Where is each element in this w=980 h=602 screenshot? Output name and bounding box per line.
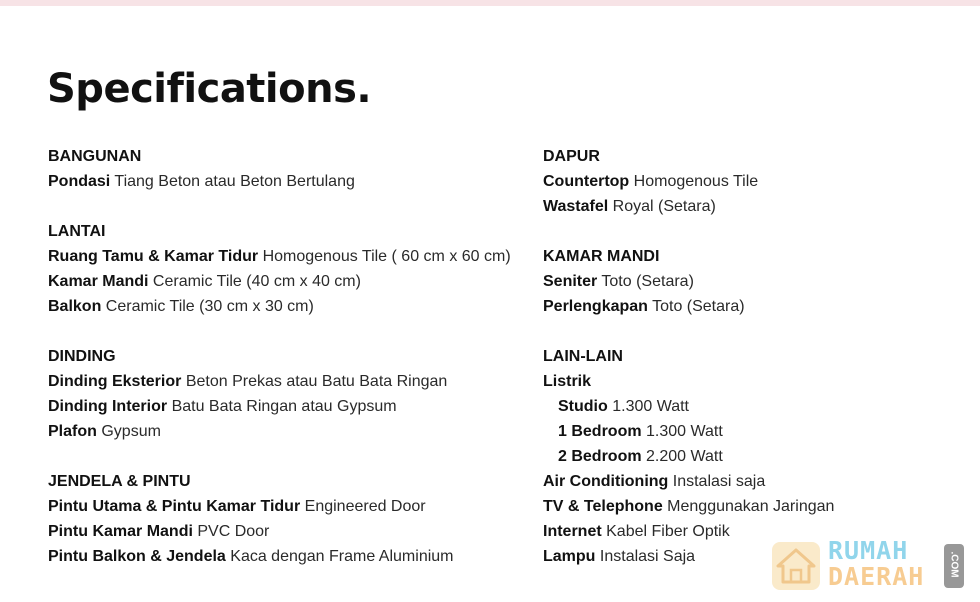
spec-row [48, 519, 538, 544]
spec-section-jendela-pintu [48, 469, 538, 569]
spec-row [543, 194, 963, 219]
spec-key: Dinding Eksterior [48, 373, 182, 390]
spec-column-left [48, 144, 538, 569]
spec-key: Lampu [543, 548, 596, 565]
section-gap [48, 319, 538, 344]
spec-key: Internet [543, 523, 602, 540]
spec-row [543, 369, 963, 394]
spec-row [543, 419, 963, 444]
spec-value: Toto (Setara) [652, 298, 745, 315]
spec-row [48, 394, 538, 419]
watermark-line2: DAERAH [828, 562, 925, 591]
spec-key: Plafon [48, 423, 97, 440]
watermark-line1: RUMAH [828, 536, 909, 565]
section-gap [543, 219, 963, 244]
spec-row [48, 419, 538, 444]
section-heading: BANGUNAN [48, 148, 142, 165]
spec-value: Royal (Setara) [612, 198, 716, 215]
spec-section-dapur [543, 144, 963, 219]
spec-section-lantai [48, 219, 538, 319]
spec-row [48, 244, 538, 269]
spec-row [543, 169, 963, 194]
spec-section-bangunan [48, 144, 538, 194]
spec-key: TV & Telephone [543, 498, 663, 515]
spec-key: Wastafel [543, 198, 609, 215]
spec-row [543, 469, 963, 494]
spec-value: Gypsum [101, 423, 161, 440]
section-gap [543, 319, 963, 344]
spec-value: 1.300 Watt [646, 423, 723, 440]
spec-value: Toto (Setara) [601, 273, 694, 290]
watermark-suffix: .COM [948, 551, 960, 578]
spec-row [48, 544, 538, 569]
spec-value: Instalasi saja [672, 473, 766, 490]
spec-key: Studio [558, 398, 608, 415]
section-heading: DAPUR [543, 148, 600, 165]
spec-key: Listrik [543, 373, 592, 390]
spec-row [48, 494, 538, 519]
spec-row [48, 369, 538, 394]
spec-key: Pintu Utama & Pintu Kamar Tidur [48, 498, 301, 515]
spec-key: 1 Bedroom [558, 423, 642, 440]
page-title: Specifications. [47, 66, 372, 112]
top-accent-strip [0, 0, 980, 6]
spec-key: Kamar Mandi [48, 273, 149, 290]
section-heading: DINDING [48, 348, 116, 365]
spec-row [543, 294, 963, 319]
spec-row [48, 294, 538, 319]
rumah-daerah-watermark [770, 536, 970, 594]
section-gap [48, 194, 538, 219]
spec-key: Air Conditioning [543, 473, 669, 490]
spec-section-kamar-mandi [543, 244, 963, 319]
spec-key: 2 Bedroom [558, 448, 642, 465]
section-gap [48, 444, 538, 469]
section-heading: LANTAI [48, 223, 106, 240]
spec-value: Kabel Fiber Optik [606, 523, 730, 540]
spec-value: Homogenous Tile ( 60 cm x 60 cm) [262, 248, 511, 265]
spec-row [543, 394, 963, 419]
spec-key: Ruang Tamu & Kamar Tidur [48, 248, 259, 265]
section-heading: LAIN-LAIN [543, 348, 623, 365]
spec-value: Tiang Beton atau Beton Bertulang [114, 173, 355, 190]
spec-value: Homogenous Tile [633, 173, 759, 190]
spec-value: Kaca dengan Frame Aluminium [230, 548, 454, 565]
section-heading: KAMAR MANDI [543, 248, 660, 265]
spec-value: Beton Prekas atau Batu Bata Ringan [185, 373, 448, 390]
spec-key: Pintu Kamar Mandi [48, 523, 193, 540]
spec-key: Pondasi [48, 173, 111, 190]
spec-key: Balkon [48, 298, 102, 315]
spec-value: Instalasi Saja [599, 548, 696, 565]
spec-key: Perlengkapan [543, 298, 648, 315]
spec-key: Pintu Balkon & Jendela [48, 548, 226, 565]
spec-row [48, 269, 538, 294]
spec-value: Batu Bata Ringan atau Gypsum [171, 398, 397, 415]
spec-value: Menggunakan Jaringan [667, 498, 835, 515]
spec-value: 1.300 Watt [612, 398, 689, 415]
spec-value: 2.200 Watt [646, 448, 723, 465]
spec-value: Engineered Door [304, 498, 426, 515]
spec-column-right [543, 144, 963, 569]
spec-row [543, 269, 963, 294]
spec-key: Countertop [543, 173, 630, 190]
section-heading: JENDELA & PINTU [48, 473, 191, 490]
spec-row [543, 494, 963, 519]
house-icon [770, 540, 822, 592]
spec-key: Dinding Interior [48, 398, 168, 415]
spec-row [543, 444, 963, 469]
spec-key: Seniter [543, 273, 598, 290]
spec-value: PVC Door [197, 523, 270, 540]
spec-value: Ceramic Tile (30 cm x 30 cm) [105, 298, 314, 315]
watermark-suffix-badge [944, 544, 964, 588]
spec-section-dinding [48, 344, 538, 444]
spec-row [48, 169, 538, 194]
spec-value: Ceramic Tile (40 cm x 40 cm) [152, 273, 361, 290]
